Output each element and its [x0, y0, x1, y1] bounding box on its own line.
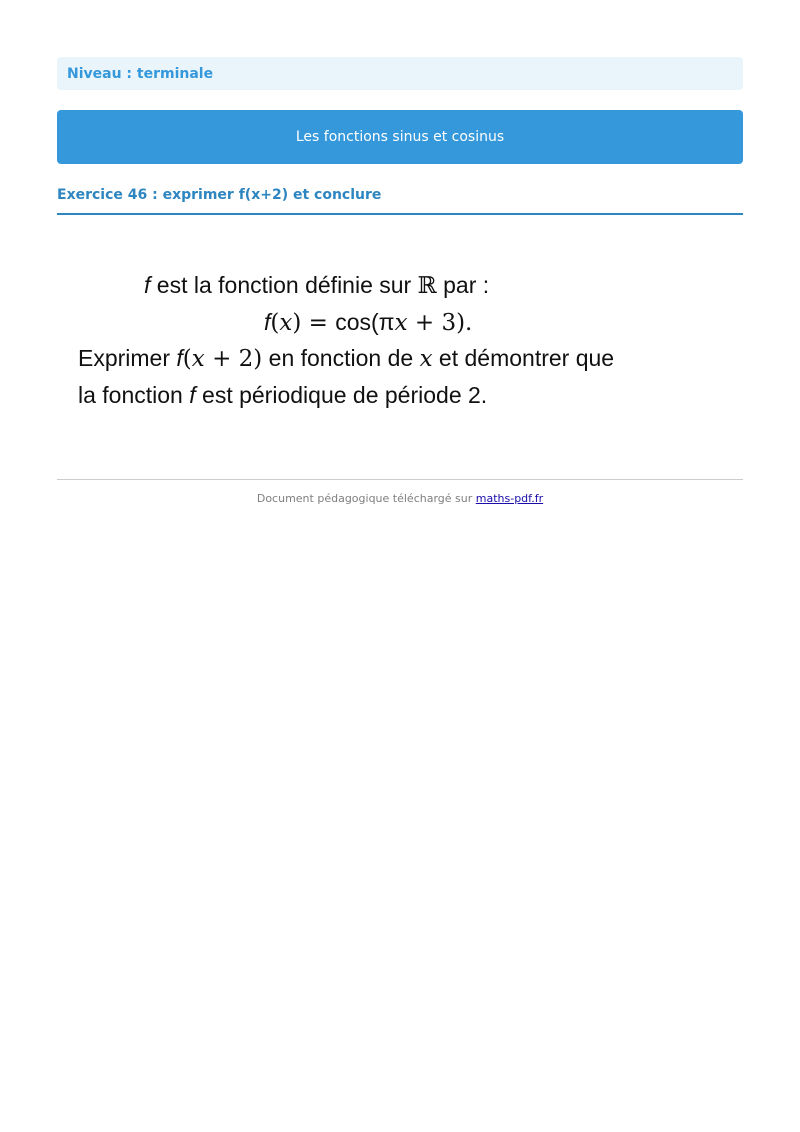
var-x: x	[394, 309, 408, 336]
exercise-heading	[57, 184, 743, 215]
statement-text: est la fonction définie sur	[150, 272, 418, 298]
formula-part: (	[270, 309, 280, 336]
statement-text: la fonction	[78, 381, 190, 408]
level-label	[57, 57, 743, 90]
statement-line-4	[78, 378, 718, 414]
statement-text: est périodique de période 2.	[195, 381, 488, 408]
statement-line-3	[78, 341, 718, 378]
level-text: Niveau : terminale	[67, 65, 214, 82]
func-f: f	[189, 381, 196, 408]
formula-part: (	[182, 346, 192, 372]
var-x: x	[419, 346, 433, 372]
footer	[57, 492, 743, 505]
statement-line-2-formula	[78, 305, 718, 342]
formula-part: ) =	[292, 309, 336, 336]
formula-part: cos(π	[335, 308, 395, 335]
chapter-title-banner	[57, 110, 743, 164]
exercise-statement	[78, 268, 718, 413]
exercise-title: Exercice 46 : exprimer f(x+2) et conclure	[57, 187, 382, 203]
var-x: x	[279, 309, 293, 336]
reals-symbol: ℝ	[417, 273, 437, 299]
func-f: f	[176, 345, 183, 371]
statement-text: et démontrer que	[432, 345, 615, 371]
var-x: x	[191, 346, 205, 372]
func-f: f	[264, 308, 271, 335]
func-f: f	[144, 272, 151, 298]
footer-link[interactable]: maths-pdf.fr	[475, 492, 544, 505]
formula-part: + 2)	[204, 346, 263, 372]
statement-text: en fonction de	[262, 345, 420, 371]
formula-part: + 3).	[407, 309, 473, 336]
statement-text: par :	[436, 272, 490, 298]
statement-text: Exprimer	[78, 345, 177, 371]
footer-divider	[57, 479, 743, 480]
footer-text: Document pédagogique téléchargé sur	[256, 492, 476, 505]
chapter-title: Les fonctions sinus et cosinus	[295, 129, 505, 145]
statement-line-1	[78, 268, 718, 305]
